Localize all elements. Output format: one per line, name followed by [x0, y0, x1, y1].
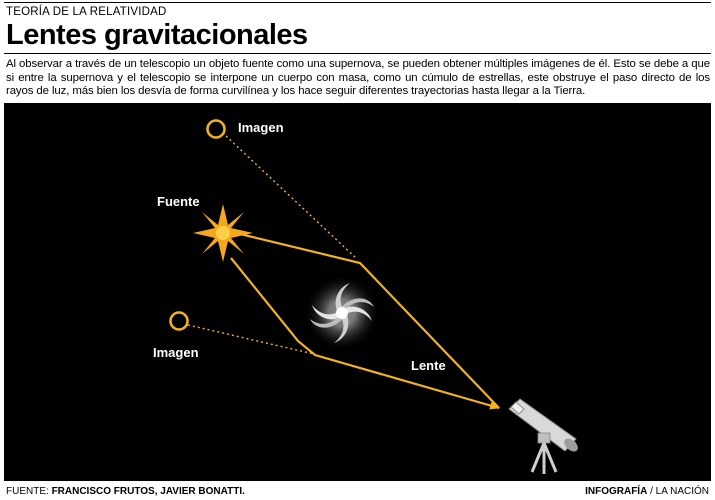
image-ring-bottom — [171, 313, 188, 330]
footer-credit-bold: INFOGRAFÍA — [585, 486, 648, 497]
apparent-line-top — [226, 136, 357, 259]
footer-credit-rest: / LA NACIÓN — [650, 486, 709, 497]
footer-source — [6, 486, 245, 497]
label-image-top: Imagen — [238, 120, 284, 135]
kicker: TEORÍA DE LA RELATIVIDAD — [6, 6, 167, 18]
label-lens: Lente — [411, 358, 446, 373]
label-source: Fuente — [157, 194, 200, 209]
top-rule — [4, 2, 711, 3]
page-title: Lentes gravitacionales — [6, 19, 308, 51]
image-ring-top — [208, 121, 225, 138]
telescope-icon — [509, 399, 580, 474]
apparent-line-bottom — [188, 325, 314, 354]
footer-source-names: FRANCISCO FRUTOS, JAVIER BONATTI. — [51, 486, 245, 497]
source-star-icon — [193, 204, 253, 262]
footer-source-prefix: FUENTE: — [6, 486, 52, 497]
title-rule — [4, 53, 711, 54]
intro-text: Al observar a través de un telescopio un objeto fuente como una supernova, se pueden obtener múltiples imágenes de él. Esto se debe a que si entre la supernova y el telescopio se interpone un cuerpo con masa, como un cúmulo de estrellas, este obstruye el paso directo de los rayos de luz, más bien los desvía de forma curvilínea y los hace seguir diferentes trayectorias hasta llegar a la Tierra. — [6, 58, 710, 98]
galaxy-icon — [304, 275, 380, 351]
lensing-diagram — [4, 103, 711, 481]
footer-credit — [585, 486, 709, 497]
diagram-panel — [4, 103, 711, 481]
label-image-bottom: Imagen — [153, 345, 199, 360]
